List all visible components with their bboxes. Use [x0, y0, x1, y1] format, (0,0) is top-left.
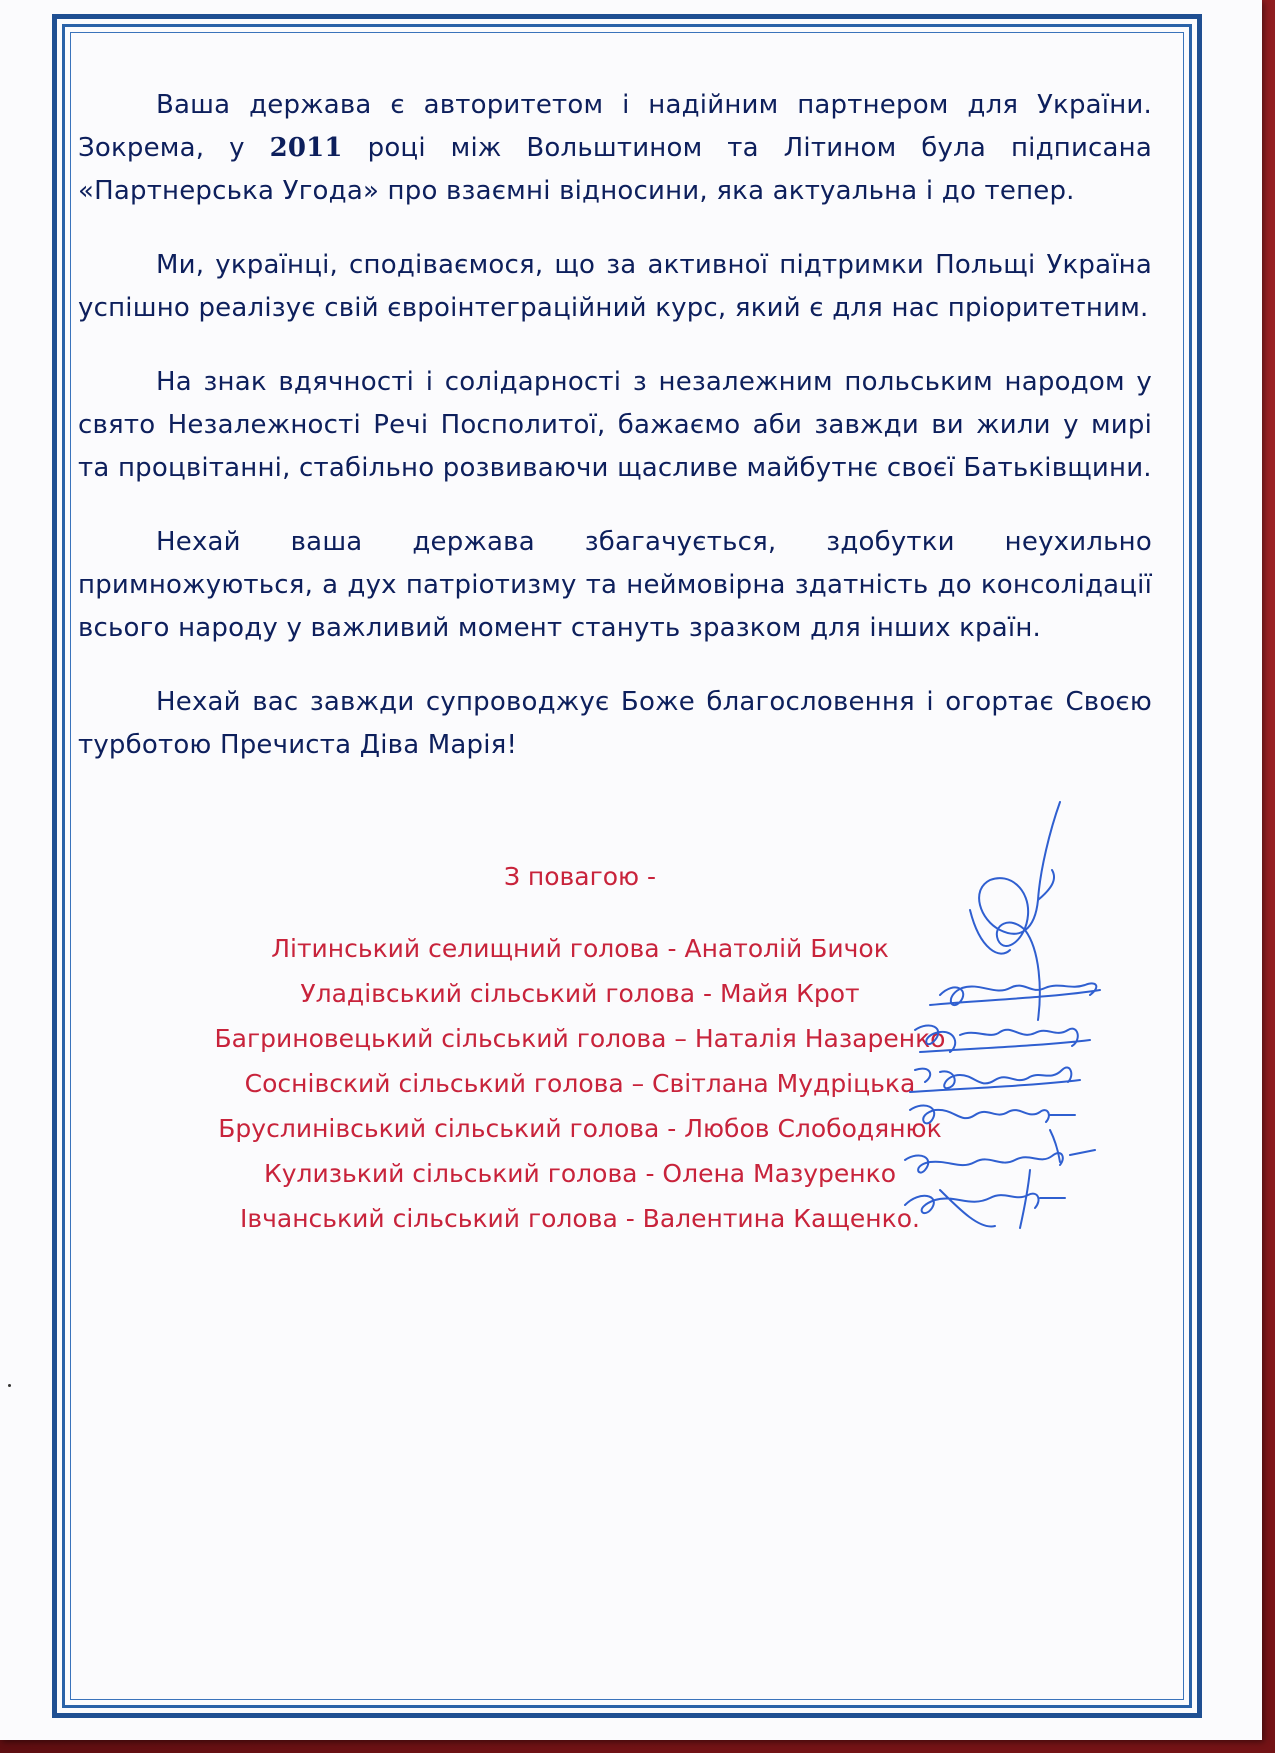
signatory-4: Соснівский сільський голова – Світлана Мудріцька: [244, 1069, 916, 1098]
scan-speck: [8, 1384, 11, 1387]
year-highlight: 2011: [269, 133, 343, 163]
signature-5: [910, 1105, 1075, 1123]
signature-4: [910, 1067, 1080, 1092]
paragraph-4: Нехай ваша держава збагачується, здобутки неухильно примножуються, а дух патріотизму та неймовірна здатність до консолідації всього народу у важливий момент стануть зразком для інших країн.: [78, 527, 1152, 643]
handwritten-signatures: [900, 790, 1170, 1230]
signatory-2: Уладівський сільський голова - Майя Крот: [300, 979, 860, 1008]
signatory-1: Літинський селищний голова - Анатолій Бичок: [271, 934, 889, 963]
signature-3: [915, 1025, 1090, 1052]
signatory-5: Бруслинівський сільський голова - Любов Слободянюк: [218, 1114, 942, 1143]
signatory-list: [180, 926, 980, 1241]
paragraph-1: Ваша держава є авторитетом і надійним партнером для України. Зокрема, у 2011 році між Вольштином та Літином була підписана «Партнерська Угода» про взаємні відносини, яка актуальна і до тепер.: [78, 90, 1153, 206]
paragraph-5: Нехай вас завжди супроводжує Боже благословення і огортає Своєю турботою Пречиста Діва Марія!: [78, 687, 1152, 760]
signatory-3: Багриновецький сільський голова – Наталія Назаренко: [214, 1024, 946, 1053]
signature-6: [905, 1130, 1095, 1173]
closing-salutation: З повагою -: [503, 862, 657, 891]
signature-7: [905, 1170, 1065, 1228]
signatory-6: Кулизький сільський голова - Олена Мазуренко: [263, 1159, 897, 1188]
letter-body: [78, 84, 1152, 798]
paragraph-3: На знак вдячності і солідарності з незалежним польським народом у свято Незалежності Речі Посполитої, бажаємо аби завжди ви жили у мирі та процвітанні, стабільно розвиваючи щасливе майбутнє своєї Батьківщини.: [78, 367, 1152, 483]
signature-2: [930, 983, 1100, 1005]
signatory-7: Івчанський сільський голова - Валентина Кащенко.: [240, 1204, 920, 1233]
paragraph-2: Ми, українці, сподіваємося, що за активної підтримки Польщі Україна успішно реалізує свій євроінтеграційний курс, який є для нас пріоритетним.: [78, 250, 1152, 323]
